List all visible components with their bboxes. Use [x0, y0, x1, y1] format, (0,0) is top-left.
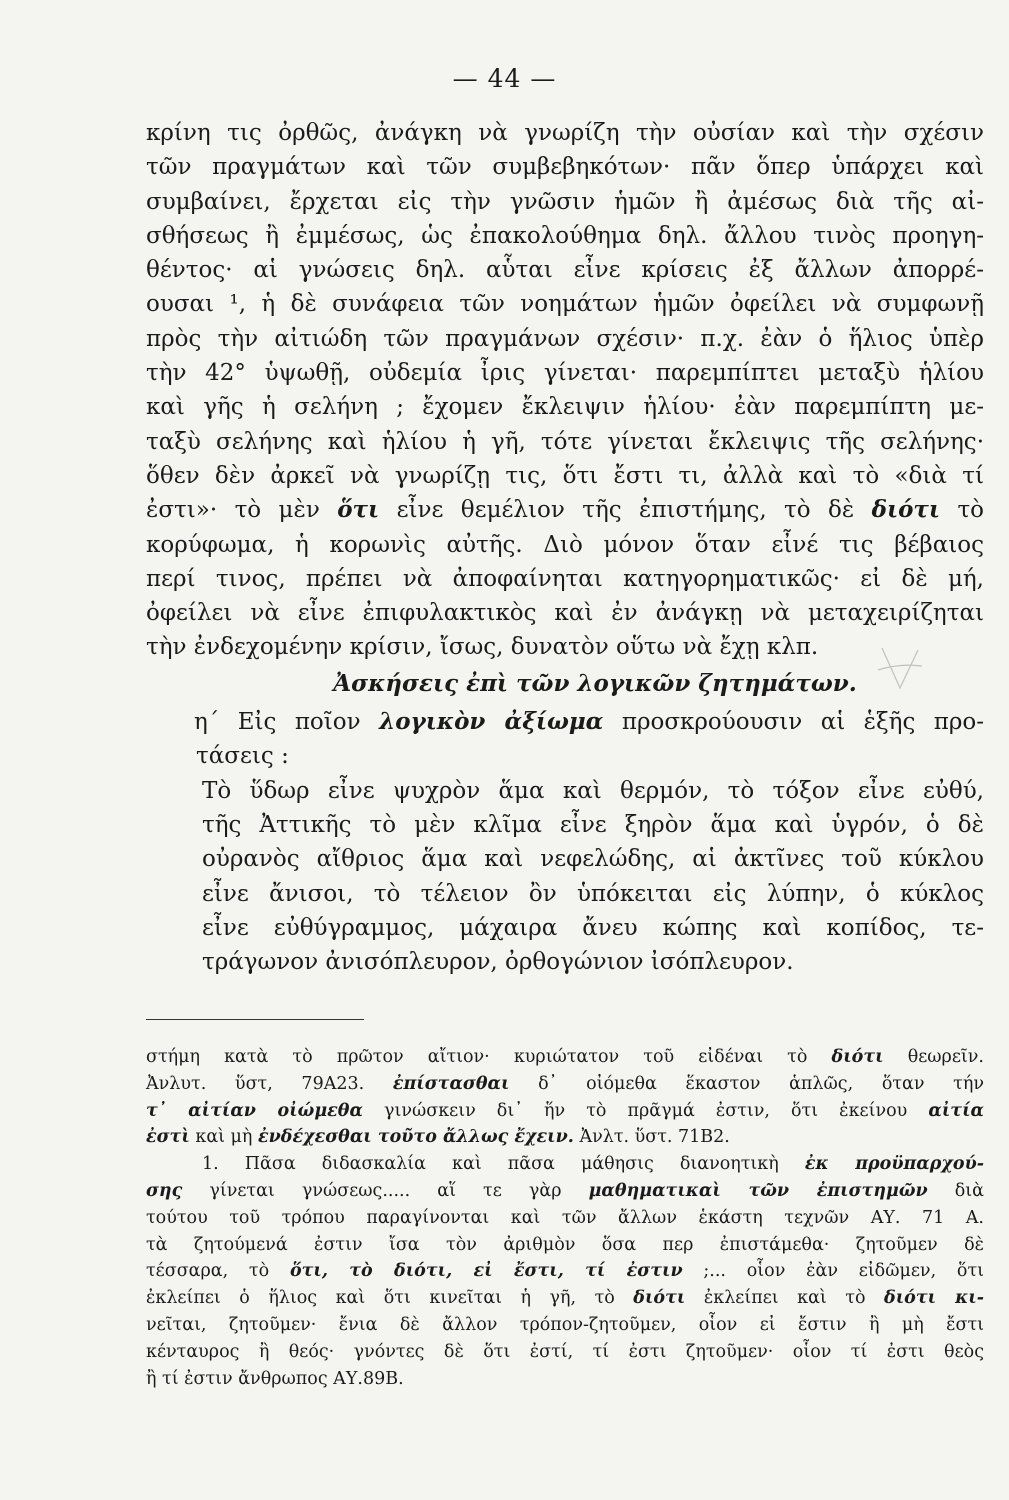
text-line: περί τινος, πρέπει νὰ ἀποφαίνηται κατηγορηματικῶς· εἰ δὲ μή,: [146, 565, 984, 592]
text-segment: ἐστι»· τὸ μὲν: [146, 497, 320, 524]
footnote-line: [146, 1285, 984, 1312]
exercise-text-line: τράγωνον ἀνισόπλευρον, ὀρθογώνιον ἰσόπλευρον.: [202, 949, 794, 976]
text-segment: προσκρούουσιν αἱ ἑξῆς προ-: [621, 709, 985, 736]
footnote-line: [146, 1124, 984, 1151]
exercise-text-line: Τὸ ὕδωρ εἶνε ψυχρὸν ἅμα καὶ θερμόν, τὸ τόξον εἶνε εὐθύ,: [202, 777, 984, 804]
exercise-text-line: εἶνε εὐθύγραμμος, μάχαιρα ἄνευ κώπης καὶ κοπίδος, τε-: [202, 914, 984, 941]
text-segment: καὶ μὴ: [195, 1127, 253, 1148]
text-line: κορύφωμα, ἡ κορωνὶς αὐτῆς. Διὸ μόνον ὅταν εἶνέ τις βέβαιος: [146, 531, 984, 558]
text-segment: ἐκλείπει ὁ ἥλιος καὶ ὅτι κινεῖται ἡ γῆ, τὸ: [146, 1288, 615, 1309]
text-segment: τέσσαρα, τὸ: [146, 1261, 270, 1282]
section-heading: Ἀσκήσεις ἐπὶ τῶν λογικῶν ζητημάτων.: [333, 669, 857, 697]
text-segment: γινώσκειν δι᾿ ἥν τὸ πρᾶγμά ἐστιν, ὅτι ἐκείνου: [384, 1100, 908, 1121]
text-segment: θεωρεῖν.: [907, 1047, 984, 1067]
footnote-line: ἢ τί ἐστιν ἄνθρωπος ΑΥ.89Β.: [146, 1368, 404, 1389]
emphasis-dioti: διότι: [871, 496, 941, 524]
text-segment: στήμη κατὰ τὸ πρῶτον αἴτιον· κυριώτατον τοῦ εἰδέναι τὸ: [146, 1047, 808, 1067]
emphasis-hoti: ὅτι: [337, 496, 380, 524]
text-line: καὶ γῆς ἡ σελήνη ; ἔχομεν ἔκλειψιν ἡλίου· ἐὰν παρεμπίπτη με-: [146, 394, 984, 421]
emphasis: ἐπίστασθαι: [392, 1073, 510, 1094]
text-line: θέντος· αἱ γνώσεις δηλ. αὗται εἶνε κρίσεις ἐξ ἄλλων ἀπορρέ-: [146, 257, 984, 284]
footnote-line: [146, 1258, 984, 1285]
text-line: πρὸς τὴν αἰτιώδη τῶν πραγμάνων σχέσιν· π.χ. ἐὰν ὁ ἥλιος ὑπὲρ: [146, 325, 984, 352]
text-line: ὅθεν δὲν ἀρκεῖ νὰ γνωρίζῃ τις, ὅτι ἔστι τι, ἀλλὰ καὶ τὸ «διὰ τί: [146, 462, 984, 489]
footnotes: [146, 1044, 984, 1392]
text-line-with-emphasis: [146, 493, 984, 527]
text-line: ὀφείλει νὰ εἶνε ἐπιφυλακτικὸς καὶ ἐν ἀνάγκῃ νὰ μεταχειρίζηται: [146, 600, 984, 627]
footnote-rule: [146, 1019, 364, 1020]
exercise-text-line: εἶνε ἄνισοι, τὸ τέλειον ὂν ὑπόκειται εἰς λύπην, ὁ κύκλος: [202, 880, 984, 907]
exercise-text-line: τῆς Ἀττικῆς τὸ μὲν κλῖμα εἶνε ξηρὸν ἅμα καὶ ὑγρόν, ὁ δὲ: [202, 811, 984, 838]
footnote-line: [146, 1151, 984, 1178]
footnote-line: [146, 1178, 984, 1205]
text-line: ουσαι ¹, ἡ δὲ συνάφεια τῶν νοημάτων ἡμῶν ὀφείλει νὰ συμφωνῇ: [146, 291, 984, 318]
text-segment: διὰ: [954, 1180, 984, 1201]
text-segment: Ἀνλυτ. ὕστ, 79Α23.: [146, 1073, 365, 1094]
emphasis: διότι: [831, 1047, 884, 1067]
footnote-line: τούτου τοῦ τρόπου παραγίνονται καὶ τῶν ἄλλων ἑκάστη τεχνῶν ΑΥ. 71 Α.: [146, 1207, 984, 1228]
text-segment: ;... οἷον ἐὰν εἰδῶμεν, ὅτι: [703, 1261, 984, 1282]
footnote-line: κένταυρος ἢ θεός· γνόντες δὲ ὅτι ἐστί, τί ἐστι ζητοῦμεν· οἷον τί ἐστι θεὸς: [146, 1341, 984, 1362]
footnote-line: [146, 1071, 984, 1098]
text-segment: τὸ: [957, 497, 985, 524]
text-line: τῶν πραγμάτων καὶ τῶν συμβεβηκότων· πᾶν ὅπερ ὑπάρχει καὶ: [146, 154, 984, 181]
text-line: συμβαίνει, ἔρχεται εἰς τὴν γνῶσιν ἡμῶν ἢ ἀμέσως διὰ τῆς αἰ-: [146, 188, 984, 215]
text-line: σθήσεως ἢ ἐμμέσως, ὡς ἐπακολούθημα δηλ. ἄλλου τινὸς προηγη-: [146, 222, 984, 249]
page-number: — 44 —: [452, 64, 557, 93]
emphasis: μαθηματικαὶ τῶν ἐπιστημῶν: [588, 1180, 928, 1201]
text-segment: δ᾿ οἰόμεθα ἕκαστον ἁπλῶς, ὅταν τήν: [538, 1073, 984, 1094]
exercise: [146, 705, 984, 979]
emphasis: ἐστὶ: [146, 1127, 190, 1148]
emphasis: τ᾿ αἰτίαν οἰώμεθα: [146, 1100, 363, 1121]
footnote-line: [146, 1098, 984, 1125]
emphasis-logical-axiom: λογικὸν ἀξίωμα: [379, 708, 604, 736]
exercise-text-line: οὐρανὸς αἴθριος ἅμα καὶ νεφελώδης, αἱ ἀκτῖνες τοῦ κύκλου: [202, 846, 984, 873]
emphasis: σης: [146, 1180, 183, 1201]
emphasis: διότι κι-: [884, 1288, 984, 1309]
text-segment: η΄ Εἰς ποῖον: [194, 709, 361, 736]
text-segment: γίνεται γνώσεως..... αἵ τε γὰρ: [209, 1180, 562, 1201]
footnote-line: νεῖται, ζητοῦμεν· ἔνια δὲ ἄλλον τρόπον-ζητοῦμεν, οἷον εἰ ἔστιν ἢ μὴ ἔστι: [146, 1314, 984, 1335]
emphasis: διότι: [633, 1288, 686, 1309]
pencil-mark: [870, 640, 930, 700]
exercise-question-cont: τάσεις :: [196, 743, 289, 770]
footnote-line: τὰ ζητούμενά ἐστιν ἴσα τὸν ἀριθμὸν ὅσα περ ἐπιστάμεθα· ζητοῦμεν δὲ: [146, 1234, 984, 1255]
text-line: τὴν ἐνδεχομένην κρίσιν, ἴσως, δυνατὸν οὕτω νὰ ἔχῃ κλπ.: [146, 634, 819, 661]
text-segment: Ἀνλτ. ὕστ. 71Β2.: [579, 1127, 730, 1148]
exercise-question: [146, 705, 984, 739]
footnote-line: [146, 1044, 984, 1071]
emphasis: ἐνδέχεσθαι τοῦτο ἄλλως ἔχειν.: [258, 1127, 574, 1148]
main-text: [146, 116, 984, 979]
text-segment: ἐκλείπει καὶ τὸ: [703, 1288, 866, 1309]
text-line: κρίνη τις ὀρθῶς, ἀνάγκη νὰ γνωρίζη τὴν οὐσίαν καὶ τὴν σχέσιν: [146, 120, 984, 146]
text-segment: 1. Πᾶσα διδασκαλία καὶ πᾶσα μάθησις διανοητικὴ: [202, 1154, 779, 1175]
text-line: τὴν 42° ὑψωθῇ, οὐδεμία ἶρις γίνεται· παρεμπίπτει μεταξὺ ἡλίου: [146, 360, 984, 387]
text-line: ταξὺ σελήνης καὶ ἡλίου ἡ γῆ, τότε γίνεται ἔκλειψις τῆς σελήνης·: [146, 428, 984, 455]
text-segment: εἶνε θεμέλιον τῆς ἐπιστήμης, τὸ δὲ: [396, 497, 855, 524]
emphasis: αἰτία: [928, 1100, 985, 1121]
emphasis: ἐκ προϋπαρχού-: [804, 1154, 984, 1175]
emphasis: ὅτι, τὸ διότι, εἰ ἔστι, τί ἐστιν: [289, 1261, 683, 1282]
